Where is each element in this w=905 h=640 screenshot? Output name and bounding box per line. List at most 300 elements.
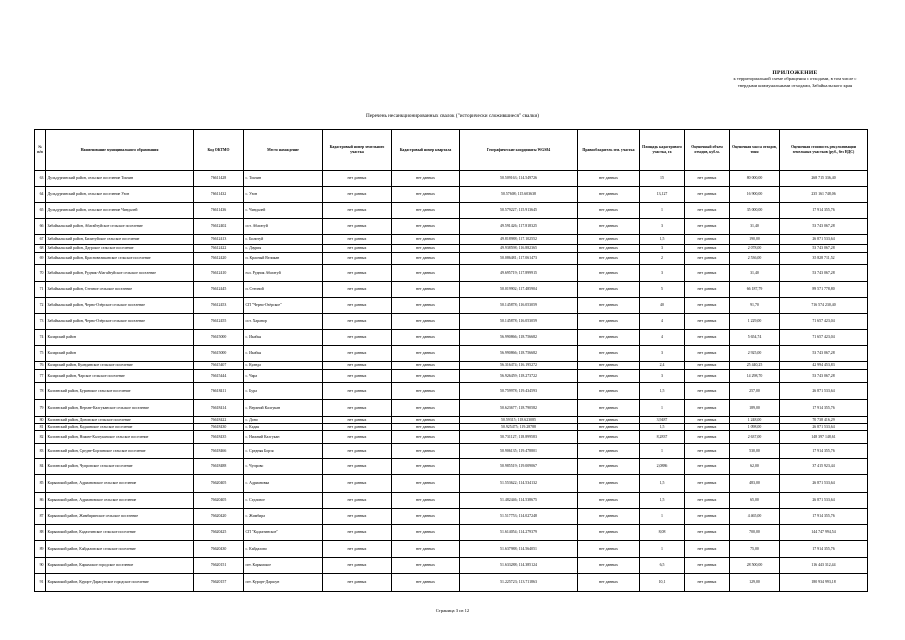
area-cell: 1,5 — [640, 475, 685, 493]
table-row — [35, 400, 868, 417]
table-row — [35, 541, 868, 558]
owner-cell: нет данных — [578, 219, 640, 235]
oktmo-cell: 76612402 — [194, 219, 244, 235]
area-cell: 5 — [640, 282, 685, 298]
row-number: 65 — [35, 203, 46, 219]
municipality-cell: Каларский район — [46, 330, 194, 346]
volume-cell: нет данных — [685, 370, 730, 383]
oktmo-cell: 76620157 — [194, 574, 244, 592]
row-number: 70 — [35, 265, 46, 282]
owner-cell: нет данных — [578, 346, 640, 362]
owner-cell: нет данных — [578, 459, 640, 475]
table-header-row — [35, 130, 868, 171]
document-title: Перечень несанкционированных свалок ("исторически сложившиеся" свалки) — [365, 113, 539, 119]
location-cell: СП "Кадахтинское" — [244, 525, 323, 541]
oktmo-cell: 76620151 — [194, 558, 244, 574]
row-number: 88 — [35, 525, 46, 541]
owner-cell: нет данных — [578, 431, 640, 444]
cadastral-quarter-cell: нет данных — [392, 558, 460, 574]
coordinates-cell: 50.086481; 117.061473 — [460, 253, 578, 265]
location-cell: с. Адриановка — [244, 475, 323, 493]
table-row — [35, 298, 868, 314]
volume-cell: нет данных — [685, 171, 730, 187]
area-cell: 2,4 — [640, 362, 685, 370]
cost-cell: 53 743 067,28 — [780, 370, 868, 383]
location-cell: п. Степной — [244, 282, 323, 298]
municipality-cell: Забайкальский район, Абагайтуйское сельское поселение — [46, 219, 194, 235]
area-cell: 3 — [640, 219, 685, 235]
table-row — [35, 383, 868, 400]
table-row — [35, 475, 868, 493]
area-cell: 1,5 — [640, 424, 685, 431]
coordinates-cell: 51.637988; 114.564051 — [460, 541, 578, 558]
volume-cell: нет данных — [685, 219, 730, 235]
row-number: 87 — [35, 509, 46, 525]
cadastral-number-cell: нет данных — [323, 314, 392, 330]
row-number: 67 — [35, 235, 46, 245]
volume-cell: нет данных — [685, 525, 730, 541]
table-row — [35, 417, 868, 424]
location-cell: с. Бура — [244, 383, 323, 400]
table-row — [35, 424, 868, 431]
row-number: 71 — [35, 282, 46, 298]
owner-cell: нет данных — [578, 541, 640, 558]
table-row — [35, 314, 868, 330]
location-cell: н.п. Рудник Абагатуй — [244, 265, 323, 282]
coordinates-cell: 56.990866; 118.756682 — [460, 346, 578, 362]
mass-cell: 91,70 — [730, 298, 780, 314]
row-number: 80 — [35, 417, 46, 424]
volume-cell: нет данных — [685, 362, 730, 370]
oktmo-cell: 76615000 — [194, 330, 244, 346]
cost-cell: 71 657 423,04 — [780, 330, 868, 346]
volume-cell: нет данных — [685, 235, 730, 245]
volume-cell: нет данных — [685, 459, 730, 475]
location-cell: с. Седловое — [244, 493, 323, 509]
table-row — [35, 330, 868, 346]
owner-cell: нет данных — [578, 203, 640, 219]
cost-cell: 53 743 067,28 — [780, 219, 868, 235]
cadastral-quarter-cell: нет данных — [392, 282, 460, 298]
oktmo-cell: 76611436 — [194, 203, 244, 219]
owner-cell: нет данных — [578, 362, 640, 370]
cost-cell: 35 828 711,52 — [780, 253, 868, 265]
municipality-cell: Карымский район, Адриановское сельское поселение — [46, 475, 194, 493]
municipality-cell: Калганский район, Верхне-Калгуканское сельское поселение — [46, 400, 194, 417]
coordinates-cell: 50.145878; 116.053059 — [460, 298, 578, 314]
municipality-cell: Карымский район, Кайдаловское сельское поселение — [46, 541, 194, 558]
location-cell: ост. Харанор — [244, 314, 323, 330]
oktmo-cell: 76620405 — [194, 493, 244, 509]
row-number: 91 — [35, 574, 46, 592]
cadastral-quarter-cell: нет данных — [392, 444, 460, 459]
area-cell: 10,1 — [640, 574, 685, 592]
volume-cell: нет данных — [685, 541, 730, 558]
coordinates-cell: 49.818988; 117.102552 — [460, 235, 578, 245]
area-cell: 6,5 — [640, 558, 685, 574]
oktmo-cell: 76618466 — [194, 444, 244, 459]
owner-cell: нет данных — [578, 282, 640, 298]
cadastral-number-cell: нет данных — [323, 459, 392, 475]
location-cell: с. Чупрово — [244, 459, 323, 475]
coordinates-cell: 50.906135; 119.478801 — [460, 444, 578, 459]
owner-cell: нет данных — [578, 330, 640, 346]
location-cell: с. Верхний Калгукан — [244, 400, 323, 417]
row-number: 63 — [35, 171, 46, 187]
mass-cell: 1 098,00 — [730, 424, 780, 431]
volume-cell: нет данных — [685, 253, 730, 265]
cadastral-number-cell: нет данных — [323, 400, 392, 417]
location-cell: с. Куанда — [244, 362, 323, 370]
location-cell: СП "Черно-Озёрское" — [244, 298, 323, 314]
cadastral-number-cell: нет данных — [323, 431, 392, 444]
coordinates-cell: 51.517753; 114.027248 — [460, 509, 578, 525]
oktmo-cell: 76620405 — [194, 475, 244, 493]
mass-cell: 80 000,00 — [730, 171, 780, 187]
cadastral-number-cell: нет данных — [323, 253, 392, 265]
municipality-cell: Дульдургинский район, сельское поселение Чиндалей — [46, 203, 194, 219]
coordinates-cell: 51.225723; 113.711863 — [460, 574, 578, 592]
header-cell: Оценочный объем отходов, куб.м. — [685, 130, 730, 171]
cost-cell: 26 871 533,64 — [780, 383, 868, 400]
cadastral-number-cell: нет данных — [323, 245, 392, 253]
row-number: 78 — [35, 383, 46, 400]
cadastral-quarter-cell: нет данных — [392, 541, 460, 558]
oktmo-cell: 76612422 — [194, 245, 244, 253]
coordinates-cell: 51.614054; 114.279379 — [460, 525, 578, 541]
page-footer: Страница 3 из 12 — [435, 608, 470, 613]
cadastral-quarter-cell: нет данных — [392, 362, 460, 370]
oktmo-cell: 76618435 — [194, 431, 244, 444]
cadastral-number-cell: нет данных — [323, 346, 392, 362]
cost-cell: 17 914 355,76 — [780, 203, 868, 219]
table-row — [35, 187, 868, 203]
cadastral-number-cell: нет данных — [323, 362, 392, 370]
area-cell: 3 — [640, 245, 685, 253]
owner-cell: нет данных — [578, 187, 640, 203]
cadastral-quarter-cell: нет данных — [392, 383, 460, 400]
cost-cell: 26 871 533,64 — [780, 424, 868, 431]
cadastral-quarter-cell: нет данных — [392, 219, 460, 235]
mass-cell: 189,00 — [730, 400, 780, 417]
location-cell: пгт. Курорт-Дарасун — [244, 574, 323, 592]
area-cell: 1 — [640, 541, 685, 558]
row-number: 74 — [35, 330, 46, 346]
coordinates-cell: 50.57608; 115.603638 — [460, 187, 578, 203]
cadastral-number-cell: нет данных — [323, 525, 392, 541]
table-row — [35, 203, 868, 219]
appendix-block — [690, 70, 900, 89]
volume-cell: нет данных — [685, 298, 730, 314]
cost-cell: 144 747 994,54 — [780, 525, 868, 541]
municipality-cell: Забайкальский район, Степное сельское поселение — [46, 282, 194, 298]
cadastral-quarter-cell: нет данных — [392, 370, 460, 383]
volume-cell: нет данных — [685, 493, 730, 509]
municipality-cell: Калганский район, Буринское сельское поселение — [46, 383, 194, 400]
row-number: 77 — [35, 370, 46, 383]
cadastral-quarter-cell: нет данных — [392, 431, 460, 444]
oktmo-cell: 76615407 — [194, 362, 244, 370]
row-number: 69 — [35, 253, 46, 265]
cadastral-quarter-cell: нет данных — [392, 187, 460, 203]
mass-cell: 25 440,25 — [730, 362, 780, 370]
area-cell: 13,127 — [640, 187, 685, 203]
volume-cell: нет данных — [685, 265, 730, 282]
coordinates-cell: 49.591426; 117.818325 — [460, 219, 578, 235]
row-number: 72 — [35, 298, 46, 314]
area-cell: 1,5 — [640, 383, 685, 400]
cadastral-number-cell: нет данных — [323, 203, 392, 219]
row-number: 84 — [35, 459, 46, 475]
area-cell: 3 — [640, 370, 685, 383]
coordinates-cell: 51.482446; 114.538675 — [460, 493, 578, 509]
row-number: 64 — [35, 187, 46, 203]
cadastral-number-cell: нет данных — [323, 171, 392, 187]
table-row — [35, 558, 868, 574]
owner-cell: нет данных — [578, 314, 640, 330]
row-number: 90 — [35, 558, 46, 574]
oktmo-cell: 76620425 — [194, 525, 244, 541]
cadastral-quarter-cell: нет данных — [392, 253, 460, 265]
mass-cell: 75,00 — [730, 541, 780, 558]
coordinates-cell: 50.59315; 118.623085 — [460, 417, 578, 424]
oktmo-cell: 76612420 — [194, 253, 244, 265]
municipality-cell: Забайкальский район, Билитуйское сельское поселение — [46, 235, 194, 245]
owner-cell: нет данных — [578, 383, 640, 400]
cadastral-quarter-cell: нет данных — [392, 493, 460, 509]
mass-cell: 66 187,79 — [730, 282, 780, 298]
volume-cell: нет данных — [685, 558, 730, 574]
header-cell: Место нахождение — [244, 130, 323, 171]
owner-cell: нет данных — [578, 444, 640, 459]
volume-cell: нет данных — [685, 417, 730, 424]
oktmo-cell: 76618488 — [194, 459, 244, 475]
table-row — [35, 362, 868, 370]
cadastral-number-cell: нет данных — [323, 509, 392, 525]
mass-cell: 31,40 — [730, 265, 780, 282]
row-number: 86 — [35, 493, 46, 509]
owner-cell: нет данных — [578, 265, 640, 282]
table-row — [35, 370, 868, 383]
coordinates-cell: 51.633288; 114.385124 — [460, 558, 578, 574]
mass-cell: 2 078,00 — [730, 245, 780, 253]
mass-cell: 28 500,00 — [730, 558, 780, 574]
volume-cell: нет данных — [685, 330, 730, 346]
cost-cell: 42 994 453,83 — [780, 362, 868, 370]
coordinates-cell: 50.985519; 119.009067 — [460, 459, 578, 475]
row-number: 76 — [35, 362, 46, 370]
table-row — [35, 265, 868, 282]
cadastral-number-cell: нет данных — [323, 574, 392, 592]
volume-cell: нет данных — [685, 346, 730, 362]
cadastral-quarter-cell: нет данных — [392, 525, 460, 541]
owner-cell: нет данных — [578, 235, 640, 245]
owner-cell: нет данных — [578, 509, 640, 525]
municipality-cell: Каларский район, Куандинское сельское поселение — [46, 362, 194, 370]
area-cell: 2 — [640, 253, 685, 265]
municipality-cell: Карымский район, Курорт-Дарасунское городское поселение — [46, 574, 194, 592]
cadastral-quarter-cell: нет данных — [392, 171, 460, 187]
table-row — [35, 282, 868, 298]
location-cell: пгт. Карымское — [244, 558, 323, 574]
cadastral-quarter-cell: нет данных — [392, 330, 460, 346]
owner-cell: нет данных — [578, 298, 640, 314]
mass-cell: 257,00 — [730, 383, 780, 400]
owner-cell: нет данных — [578, 493, 640, 509]
cadastral-number-cell: нет данных — [323, 330, 392, 346]
area-cell: 1,5 — [640, 493, 685, 509]
location-cell: с. Даурия — [244, 245, 323, 253]
oktmo-cell: 76618430 — [194, 424, 244, 431]
row-number: 81 — [35, 424, 46, 431]
mass-cell: 31,40 — [730, 219, 780, 235]
cadastral-quarter-cell: нет данных — [392, 265, 460, 282]
area-cell: 40 — [640, 298, 685, 314]
mass-cell: 14 298,70 — [730, 370, 780, 383]
header-cell: Оценочная стоимость рекультивации земельных участков (руб., без НДС) — [780, 130, 868, 171]
table-row — [35, 346, 868, 362]
mass-cell: 2 637,00 — [730, 431, 780, 444]
header-cell: Кадастровый номер земельного участка — [323, 130, 392, 171]
header-cell: Наименование муниципального образования — [46, 130, 194, 171]
header-cell: Правообладатель зем. участка — [578, 130, 640, 171]
cadastral-number-cell: нет данных — [323, 370, 392, 383]
table-row — [35, 235, 868, 245]
mass-cell: 700,00 — [730, 525, 780, 541]
volume-cell: нет данных — [685, 574, 730, 592]
header-cell: Кадастровый номер квартала — [392, 130, 460, 171]
municipality-cell: Забайкальский район, Рудник-Абагайтуйское сельское поселение — [46, 265, 194, 282]
coordinates-cell: 51.553622; 114.534132 — [460, 475, 578, 493]
area-cell: 3,9487 — [640, 417, 685, 424]
volume-cell: нет данных — [685, 187, 730, 203]
cost-cell: 53 743 067,28 — [780, 346, 868, 362]
coordinates-cell: 49.695719; 117.899915 — [460, 265, 578, 282]
coordinates-cell: 50.925475; 119.28788 — [460, 424, 578, 431]
municipality-cell: Карымский район, Карымское городское поселение — [46, 558, 194, 574]
location-cell: с. Узон — [244, 187, 323, 203]
cadastral-quarter-cell: нет данных — [392, 314, 460, 330]
cadastral-number-cell: нет данных — [323, 235, 392, 245]
oktmo-cell: 76611432 — [194, 187, 244, 203]
owner-cell: нет данных — [578, 400, 640, 417]
table-row — [35, 245, 868, 253]
row-number: 79 — [35, 400, 46, 417]
oktmo-cell: 76612445 — [194, 282, 244, 298]
owner-cell: нет данных — [578, 558, 640, 574]
volume-cell: нет данных — [685, 509, 730, 525]
cost-cell: 17 914 355,76 — [780, 444, 868, 459]
cost-cell: 70 738 416,29 — [780, 417, 868, 424]
cost-cell: 89 571 778,80 — [780, 282, 868, 298]
cost-cell: 53 743 067,28 — [780, 265, 868, 282]
coordinates-cell: 50.623677; 118.790582 — [460, 400, 578, 417]
cadastral-quarter-cell: нет данных — [392, 298, 460, 314]
cost-cell: 37 415 923,44 — [780, 459, 868, 475]
coordinates-cell: 56.990866; 118.756682 — [460, 330, 578, 346]
oktmo-cell: 76611428 — [194, 171, 244, 187]
row-number: 82 — [35, 431, 46, 444]
coordinates-cell: 50.145878; 116.053059 — [460, 314, 578, 330]
area-cell: 1 — [640, 400, 685, 417]
coordinates-cell: 56.926459; 118.273722 — [460, 370, 578, 383]
municipality-cell: Карымский район, Жимбиринское сельское поселение — [46, 509, 194, 525]
header-cell: Площадь кадастрового участка, га — [640, 130, 685, 171]
mass-cell: 483,00 — [730, 475, 780, 493]
appendix-line-2: твердыми коммунальными отходами, Забайкальского края — [737, 82, 853, 88]
oktmo-cell: 76618414 — [194, 400, 244, 417]
owner-cell: нет данных — [578, 475, 640, 493]
cadastral-number-cell: нет данных — [323, 475, 392, 493]
row-number: 66 — [35, 219, 46, 235]
cost-cell: 148 397 148,61 — [780, 431, 868, 444]
cadastral-quarter-cell: нет данных — [392, 459, 460, 475]
header-cell: Географические координаты WGS84 — [460, 130, 578, 171]
location-cell: с. Нижний Калгукан — [244, 431, 323, 444]
dumps-table — [34, 129, 868, 592]
municipality-cell: Калганский район, Нижне-Калгуканское сельское поселение — [46, 431, 194, 444]
cadastral-quarter-cell: нет данных — [392, 574, 460, 592]
table-row — [35, 525, 868, 541]
oktmo-cell: 76612413 — [194, 235, 244, 245]
municipality-cell: Каларский район, Чарское сельское поселение — [46, 370, 194, 383]
area-cell: 3 — [640, 265, 685, 282]
oktmo-cell: 76615444 — [194, 370, 244, 383]
owner-cell: нет данных — [578, 253, 640, 265]
volume-cell: нет данных — [685, 400, 730, 417]
area-cell: 1 — [640, 444, 685, 459]
location-cell: с. Икабья — [244, 330, 323, 346]
municipality-cell: Каларский район — [46, 346, 194, 362]
oktmo-cell: 76620420 — [194, 509, 244, 525]
row-number: 73 — [35, 314, 46, 330]
table-row — [35, 219, 868, 235]
cadastral-quarter-cell: нет данных — [392, 424, 460, 431]
appendix-line-1: к территориальной схеме обращения с отходами, в том числе с — [733, 76, 857, 82]
cost-cell: 180 934 993,18 — [780, 574, 868, 592]
municipality-cell: Калганский район, Средне-Борзинское сельское поселение — [46, 444, 194, 459]
row-number: 85 — [35, 475, 46, 493]
municipality-cell: Забайкальский район, Черно-Озёрское сельское поселение — [46, 314, 194, 330]
mass-cell: 1 229,00 — [730, 314, 780, 330]
cadastral-number-cell: нет данных — [323, 298, 392, 314]
location-cell: с. Икабья — [244, 346, 323, 362]
row-number: 83 — [35, 444, 46, 459]
row-number: 89 — [35, 541, 46, 558]
location-cell: п. Красный Великан — [244, 253, 323, 265]
table-row — [35, 171, 868, 187]
location-cell: с. Токчин — [244, 171, 323, 187]
cadastral-number-cell: нет данных — [323, 383, 392, 400]
area-cell: 8,2837 — [640, 431, 685, 444]
row-number: 68 — [35, 245, 46, 253]
appendix-title: ПРИЛОЖЕНИЕ — [772, 70, 818, 76]
location-cell: с. Чиндалей — [244, 203, 323, 219]
owner-cell: нет данных — [578, 370, 640, 383]
volume-cell: нет данных — [685, 383, 730, 400]
oktmo-cell: 76615000 — [194, 346, 244, 362]
location-cell: с. Кадая — [244, 424, 323, 431]
cadastral-quarter-cell: нет данных — [392, 235, 460, 245]
location-cell: с. Кайдалово — [244, 541, 323, 558]
cadastral-quarter-cell: нет данных — [392, 509, 460, 525]
oktmo-cell: 76612453 — [194, 298, 244, 314]
cadastral-number-cell: нет данных — [323, 265, 392, 282]
cadastral-number-cell: нет данных — [323, 541, 392, 558]
cadastral-quarter-cell: нет данных — [392, 400, 460, 417]
oktmo-cell: 76620430 — [194, 541, 244, 558]
municipality-cell: Забайкальский район, Красновеликанское сельское поселение — [46, 253, 194, 265]
